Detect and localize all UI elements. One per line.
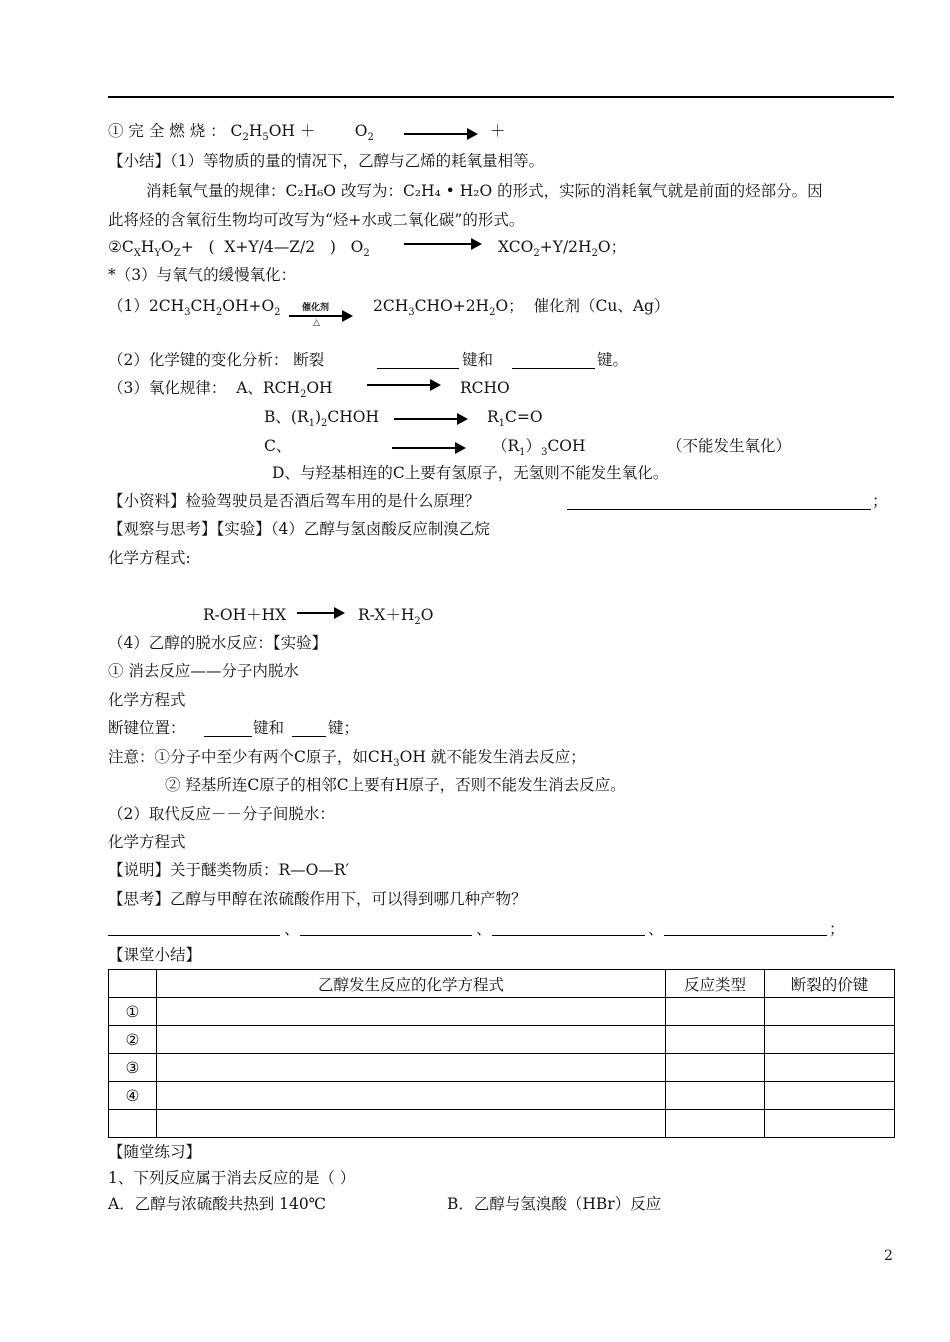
table-cell[interactable]: [157, 1110, 666, 1138]
table-cell[interactable]: [157, 1026, 666, 1054]
bond-position-c: 键；: [328, 719, 360, 737]
oxidation-rule-b-product: $R_1C=O$: [487, 408, 543, 430]
table-cell[interactable]: [157, 1082, 666, 1110]
small-info-end: ；: [872, 492, 888, 510]
practice-question-1: 1、下列反应属于消去反应的是（ ）: [108, 1169, 356, 1187]
table-row: [109, 1026, 895, 1054]
blank-line: [108, 935, 280, 936]
table-header-row: [109, 970, 895, 998]
blank-line: [664, 935, 827, 936]
table-row: [109, 1054, 895, 1082]
halide-reactants: R-OH＋HX: [203, 606, 287, 624]
catalyst-arrow: [289, 315, 351, 317]
combustion-products: $XCO_2+Y/2H_2O$；: [498, 238, 627, 260]
general-combustion-line: $②C_XH_YO_Z+$ ( X+Y/4—Z/2 ) $O_2$: [108, 238, 370, 260]
blank-line: [567, 509, 871, 510]
class-summary-heading: 【课堂小结】: [108, 946, 202, 964]
oxidation-rule-a-product: RCHO: [460, 379, 510, 397]
slow-oxidation-heading: *（3）与氧气的缓慢氧化：: [108, 266, 297, 284]
substitution-heading: （2）取代反应－－分子间脱水：: [108, 805, 335, 823]
row-label: ②: [109, 1026, 157, 1054]
oxidation-rule-c: C、: [264, 437, 292, 455]
reaction-arrow: [404, 133, 476, 135]
oxidation-rule-c-note: （不能发生氧化）: [667, 437, 792, 455]
reaction-arrow: [297, 612, 343, 614]
experiment-heading: 【观察与思考】【实验】（4）乙醇与氢卤酸反应制溴乙烷: [108, 520, 490, 538]
blank-line: [292, 736, 326, 737]
bond-analysis-a: （2）化学键的变化分析： 断裂: [108, 351, 325, 369]
note-1: 注意：①分子中至少有两个C原子，如$CH_3OH$ 就不能发生消去反应；: [108, 748, 586, 770]
summary-table: [108, 969, 895, 1138]
table-cell[interactable]: [157, 998, 666, 1026]
separator: 、: [284, 920, 300, 938]
table-header: 断裂的价键: [765, 970, 895, 998]
note-2: ② 羟基所连C原子的相邻C上要有H原子，否则不能发生消去反应。: [165, 776, 626, 794]
blank-line: [512, 368, 595, 369]
ether-note: 【说明】关于醚类物质：R—O—R′: [108, 861, 350, 879]
oxidation-reactants: $(1)2CH_3CH_2OH+O_2$: [108, 297, 281, 319]
blank-line: [492, 935, 645, 936]
think-question: 【思考】乙醇与甲醇在浓硫酸作用下，可以得到哪几种产物？: [108, 890, 527, 908]
equation-label: 化学方程式: [108, 833, 186, 851]
halide-products: $R-X+H_2O$: [358, 606, 434, 628]
heat-symbol: △: [313, 318, 320, 328]
row-label: ④: [109, 1082, 157, 1110]
equation-label: 化学方程式: [108, 691, 186, 709]
row-label: ③: [109, 1054, 157, 1082]
bond-position-b: 键和: [253, 719, 285, 737]
separator: 、: [648, 920, 664, 938]
option-b[interactable]: B．乙醇与氢溴酸（HBr）反应: [447, 1195, 662, 1213]
practice-heading: 【随堂练习】: [108, 1143, 202, 1161]
table-cell[interactable]: [666, 1110, 765, 1138]
bond-position-a: 断键位置：: [108, 719, 186, 737]
oxidation-products: $2CH_3CHO+2H_2O$； 催化剂（Cu、Ag）: [373, 297, 670, 319]
table-row: [109, 998, 895, 1026]
table-row: [109, 1110, 895, 1138]
table-cell[interactable]: [666, 1026, 765, 1054]
table-cell[interactable]: [666, 1082, 765, 1110]
reaction-arrow: [404, 243, 480, 245]
oxygen-rule-line: 消耗氧气量的规律：C₂H₆O 改写为：C₂H₄ • H₂O 的形式，实际的消耗氧气就是前面的烃部分。因: [146, 182, 823, 200]
table-cell[interactable]: [666, 1054, 765, 1082]
separator: ；: [829, 920, 845, 938]
blank-line: [300, 935, 472, 936]
reaction-arrow: [392, 447, 464, 449]
separator: 、: [476, 920, 492, 938]
oxidation-rule-a: （3）氧化规律： A、$RCH_2OH$: [108, 379, 333, 401]
table-cell[interactable]: [765, 998, 895, 1026]
table-cell[interactable]: [765, 1054, 895, 1082]
table-header: 反应类型: [666, 970, 765, 998]
reaction-arrow: [367, 384, 439, 386]
dehydration-heading: （4）乙醇的脱水反应：【实验】: [108, 634, 328, 652]
table-header: 乙醇发生反应的化学方程式: [157, 970, 666, 998]
row-label: [109, 1110, 157, 1138]
table-cell[interactable]: [666, 998, 765, 1026]
bond-analysis-b: 键和: [462, 351, 494, 369]
table-cell[interactable]: [765, 1082, 895, 1110]
option-a[interactable]: A．乙醇与浓硫酸共热到 140℃: [108, 1195, 327, 1213]
blank-line: [204, 736, 252, 737]
elimination-heading: ① 消去反应——分子内脱水: [108, 662, 299, 680]
row-label: ①: [109, 998, 157, 1026]
table-cell[interactable]: [765, 1026, 895, 1054]
table-row: [109, 1082, 895, 1110]
reaction-arrow: [394, 418, 466, 420]
oxidation-rule-d: D、与羟基相连的C上要有氢原子，无氢则不能发生氧化。: [272, 464, 669, 482]
oxidation-rule-b: B、$(R_1)_2CHOH$: [264, 408, 380, 430]
blank-line: [377, 368, 459, 369]
small-info-question: 【小资料】检验驾驶员是否酒后驾车用的是什么原理？: [108, 492, 481, 510]
table-cell[interactable]: [157, 1054, 666, 1082]
summary-line: 【小结】（1）等物质的量的情况下，乙醇与乙烯的耗氧量相等。: [108, 152, 545, 170]
page-number: 2: [884, 1248, 893, 1264]
rewrite-line: 此将烃的含氧衍生物均可改写为“烃+水或二氧化碳”的形式。: [108, 211, 525, 229]
header-rule: [108, 96, 894, 98]
table-cell[interactable]: [765, 1110, 895, 1138]
equation-label: 化学方程式:: [108, 549, 191, 567]
bond-analysis-c: 键。: [597, 351, 629, 369]
catalyst-label: 催化剂: [302, 303, 330, 313]
oxidation-rule-c-reactant: $(R_1)_3COH$: [492, 437, 586, 459]
table-header: [109, 970, 157, 998]
combustion-line: ① 完 全 燃 烧 ： $C_2H_5OH$ ＋ $O_2$ ＋: [108, 122, 506, 144]
